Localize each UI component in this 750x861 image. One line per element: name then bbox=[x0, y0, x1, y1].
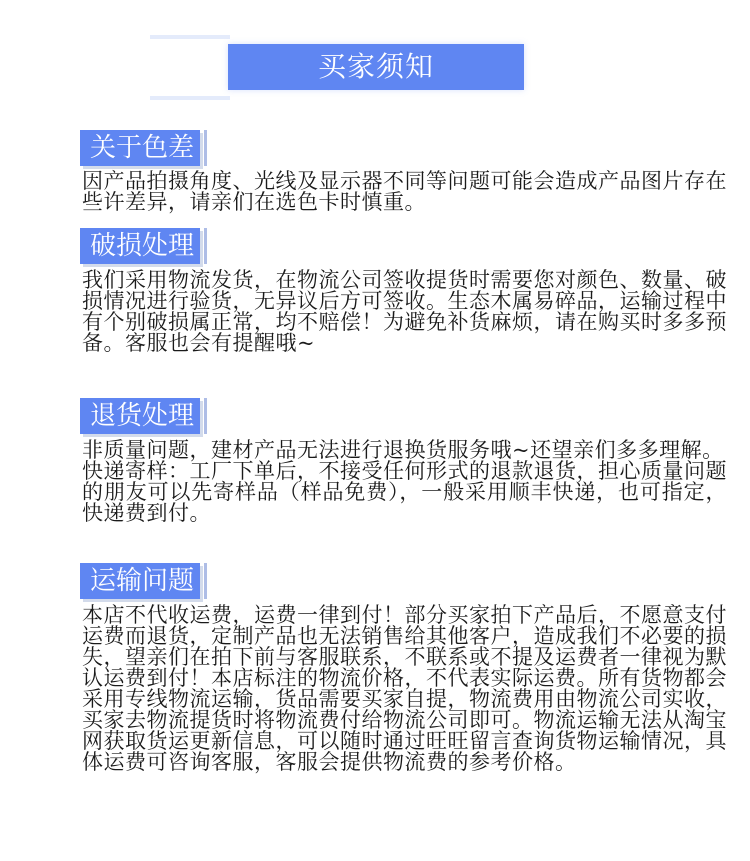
paragraph: 快递寄样：工厂下单后，不接受任何形式的退款退货，担心质量问题的朋友可以先寄样品（样品免费），一般采用顺丰快递，也可指定，快递费到付。 bbox=[82, 459, 727, 525]
paragraph: 因产品拍摄角度、光线及显示器不同等问题可能会造成产品图片存在些许差异，请亲们在选色卡时慎重。 bbox=[82, 169, 727, 214]
paragraph: 非质量问题，建材产品无法进行退换货服务哦~还望亲们多多理解。 bbox=[82, 438, 724, 462]
section-heading-returns bbox=[80, 398, 200, 434]
section-heading-color-difference bbox=[80, 130, 200, 166]
heading-edge-decor bbox=[204, 398, 207, 434]
decor-line-bottom bbox=[150, 96, 230, 100]
heading-edge-decor bbox=[204, 228, 207, 264]
paragraph: 本店不代收运费，运费一律到付！部分买家拍下产品后，不愿意支付运费而退货，定制产品也无法销售给其他客户，造成我们不必要的损失，望亲们在拍下前与客服联系，不联系或不提及运费者一律视为默认运费到付！本店标注的物流价格，不代表实际运费。所有货物都会采用专线物流运输，货品需要买家自提，物流费用由物流公司实收，买家去物流提货时将物流费付给物流公司即可。物流运输无法从淘宝网获取货运更新信息，可以随时通过旺旺留言查询货物运输情况，具体运费可咨询客服，客服会提供物流费的参考价格。 bbox=[82, 603, 727, 774]
heading-edge-decor bbox=[204, 130, 207, 166]
section-heading-label: 关于色差 bbox=[90, 133, 195, 163]
heading-edge-decor bbox=[204, 563, 207, 599]
section-body-shipping bbox=[82, 605, 727, 773]
decor-line-top bbox=[150, 35, 230, 39]
section-body-damage bbox=[82, 270, 727, 354]
section-heading-label: 运输问题 bbox=[90, 566, 195, 596]
section-heading-label: 退货处理 bbox=[90, 401, 195, 431]
paragraph: 我们采用物流发货，在物流公司签收提货时需要您对颜色、数量、破损情况进行验货，无异议后方可签收。生态木属易碎品，运输过程中有个别破损属正常，均不赔偿！为避免补货麻烦，请在购买时多多预备。客服也会有提醒哦~ bbox=[82, 268, 727, 355]
section-body-color-difference bbox=[82, 171, 727, 213]
page-title: 买家须知 bbox=[228, 44, 524, 90]
section-heading-label: 破损处理 bbox=[90, 231, 195, 261]
section-heading-shipping bbox=[80, 563, 200, 599]
section-heading-damage bbox=[80, 228, 200, 264]
section-body-returns bbox=[82, 440, 727, 524]
